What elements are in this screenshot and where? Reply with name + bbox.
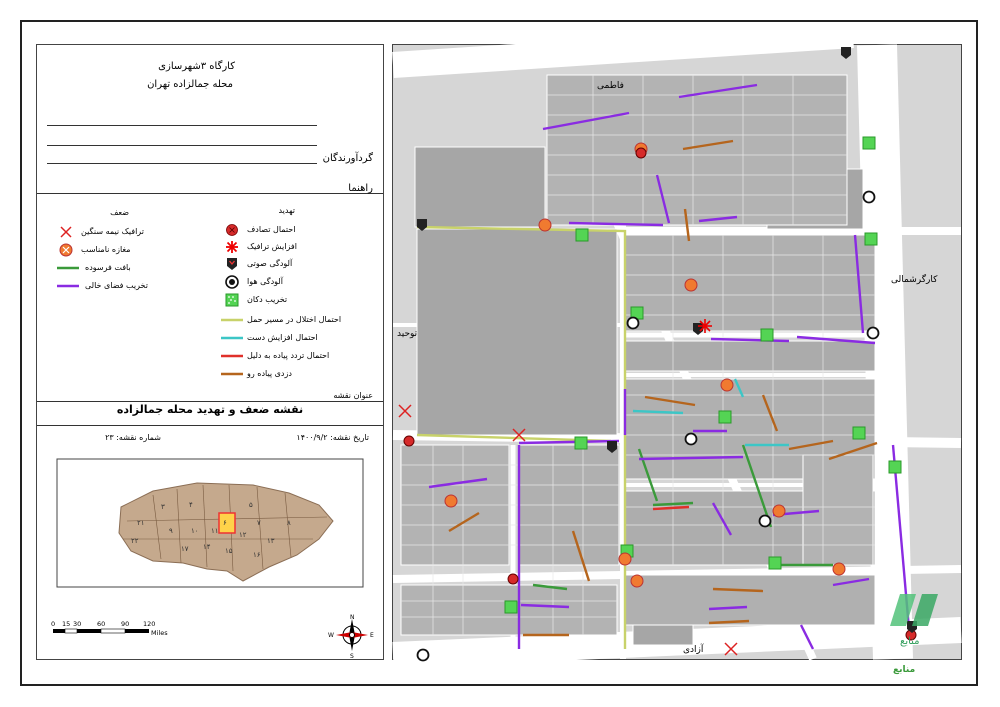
speaker-shield-icon bbox=[226, 257, 238, 271]
watermark-text: منابع bbox=[900, 636, 920, 647]
map-date: تاریخ نقشه: ۱۴۰۰/۹/۲ bbox=[296, 433, 369, 442]
red-star-icon bbox=[225, 240, 239, 254]
org-title: کارگاه ۳شهرسازی bbox=[158, 61, 235, 72]
red-star-icon bbox=[698, 319, 712, 333]
legend-label: تخریب دکان bbox=[247, 295, 288, 304]
map-title: نقشه ضعف و تهدید محله جمالزاده bbox=[116, 403, 304, 416]
inset-label: ۶ bbox=[223, 519, 227, 527]
street-label-west: توحید bbox=[397, 329, 418, 339]
divider bbox=[47, 125, 317, 126]
divider bbox=[47, 145, 317, 146]
legend-label: آلودگی صوتی bbox=[247, 259, 293, 268]
legend-label: احتمال اختلال در مسیر حمل bbox=[247, 315, 342, 324]
building-blocks bbox=[401, 75, 875, 645]
divider bbox=[37, 425, 383, 426]
scale-tick: 60 bbox=[97, 620, 106, 628]
circle-x-icon bbox=[59, 243, 73, 257]
teal-line-icon bbox=[221, 335, 243, 341]
watermark-logo-icon bbox=[886, 590, 956, 650]
place-title: محله جمالزاده تهران bbox=[147, 79, 233, 90]
inset-label: ۱۱ bbox=[211, 527, 219, 535]
inset-label: ۴ bbox=[189, 501, 193, 509]
north-arrow-icon bbox=[327, 615, 377, 659]
side-panel bbox=[36, 44, 384, 660]
olive-line-icon bbox=[221, 317, 243, 323]
legend-label: احتمال افزایش دست bbox=[247, 333, 318, 342]
divider bbox=[37, 401, 383, 402]
inset-label: ۲۲ bbox=[131, 537, 139, 545]
inset-label: ۱۷ bbox=[181, 545, 189, 553]
divider bbox=[47, 163, 317, 164]
legend-label: تخریب فضای خالی bbox=[85, 281, 148, 290]
scale-tick: 15 bbox=[62, 620, 71, 628]
inset-label: ۱۵ bbox=[225, 547, 233, 555]
legend-label: احتمال تصادف bbox=[247, 225, 296, 234]
threat-title: تهدید bbox=[278, 206, 295, 215]
scale-tick: 30 bbox=[73, 620, 82, 628]
compass-w: W bbox=[328, 632, 334, 639]
watermark-logo: منابع bbox=[893, 665, 916, 675]
street-label-east: کارگرشمالی bbox=[891, 275, 938, 285]
legend-label: افزایش ترافیک bbox=[247, 242, 297, 251]
street-label-south: آزادی bbox=[683, 645, 704, 655]
legend-label: آلودگی هوا bbox=[247, 277, 283, 286]
divider bbox=[37, 193, 383, 194]
main-map bbox=[392, 44, 962, 675]
inset-locator-map bbox=[57, 459, 363, 587]
x-cross-icon bbox=[59, 225, 73, 239]
weakness-title: ضعف bbox=[110, 208, 129, 217]
inset-label: ۱۰ bbox=[191, 527, 199, 535]
green-line-icon bbox=[57, 265, 79, 271]
green-square-icon bbox=[225, 293, 239, 307]
inset-label: ۹ bbox=[169, 527, 173, 535]
compass-n: N bbox=[350, 614, 355, 621]
inset-label: ۱۶ bbox=[253, 551, 261, 559]
authors-label: گردآورندگان bbox=[322, 153, 373, 164]
inset-label: ۷ bbox=[257, 519, 261, 527]
scale-tick: 90 bbox=[121, 620, 130, 628]
map-canvas bbox=[393, 45, 961, 659]
inset-label: ۱۴ bbox=[203, 543, 211, 551]
legend-label: احتمال تردد پیاده به دلیل bbox=[247, 351, 330, 360]
scale-bar bbox=[47, 615, 197, 639]
legend-label: دزدی پیاده رو bbox=[247, 369, 292, 378]
advisor-label: راهنما bbox=[348, 183, 373, 194]
bullseye-icon bbox=[225, 275, 239, 289]
scale-tick: 120 bbox=[143, 620, 156, 628]
red-dot-icon bbox=[225, 223, 239, 237]
compass-e: E bbox=[370, 632, 374, 639]
map-number: شماره نقشه: ۲۳ bbox=[105, 433, 161, 442]
inset-label: ۱۲ bbox=[239, 531, 247, 539]
inset-label: ۱۳ bbox=[267, 537, 275, 545]
scale-unit: Miles bbox=[151, 629, 168, 637]
inset-label: ۸ bbox=[287, 519, 291, 527]
purple-line-icon bbox=[57, 283, 79, 289]
orange-line-icon bbox=[221, 371, 243, 377]
street-label-north: فاطمی bbox=[597, 81, 624, 91]
legend-label: مغازه نامناسب bbox=[81, 245, 131, 254]
compass-s: S bbox=[350, 653, 354, 660]
map-title-label: عنوان نقشه bbox=[333, 391, 373, 400]
scale-tick: 0 bbox=[51, 620, 56, 628]
legend-label: ترافیک نیمه سنگین bbox=[81, 227, 144, 236]
red-line-icon bbox=[221, 353, 243, 359]
inset-label: ۵ bbox=[249, 501, 253, 509]
legend-label: بافت فرسوده bbox=[85, 263, 131, 272]
inset-label: ۳ bbox=[161, 503, 165, 511]
inset-label: ۲۱ bbox=[137, 519, 145, 527]
